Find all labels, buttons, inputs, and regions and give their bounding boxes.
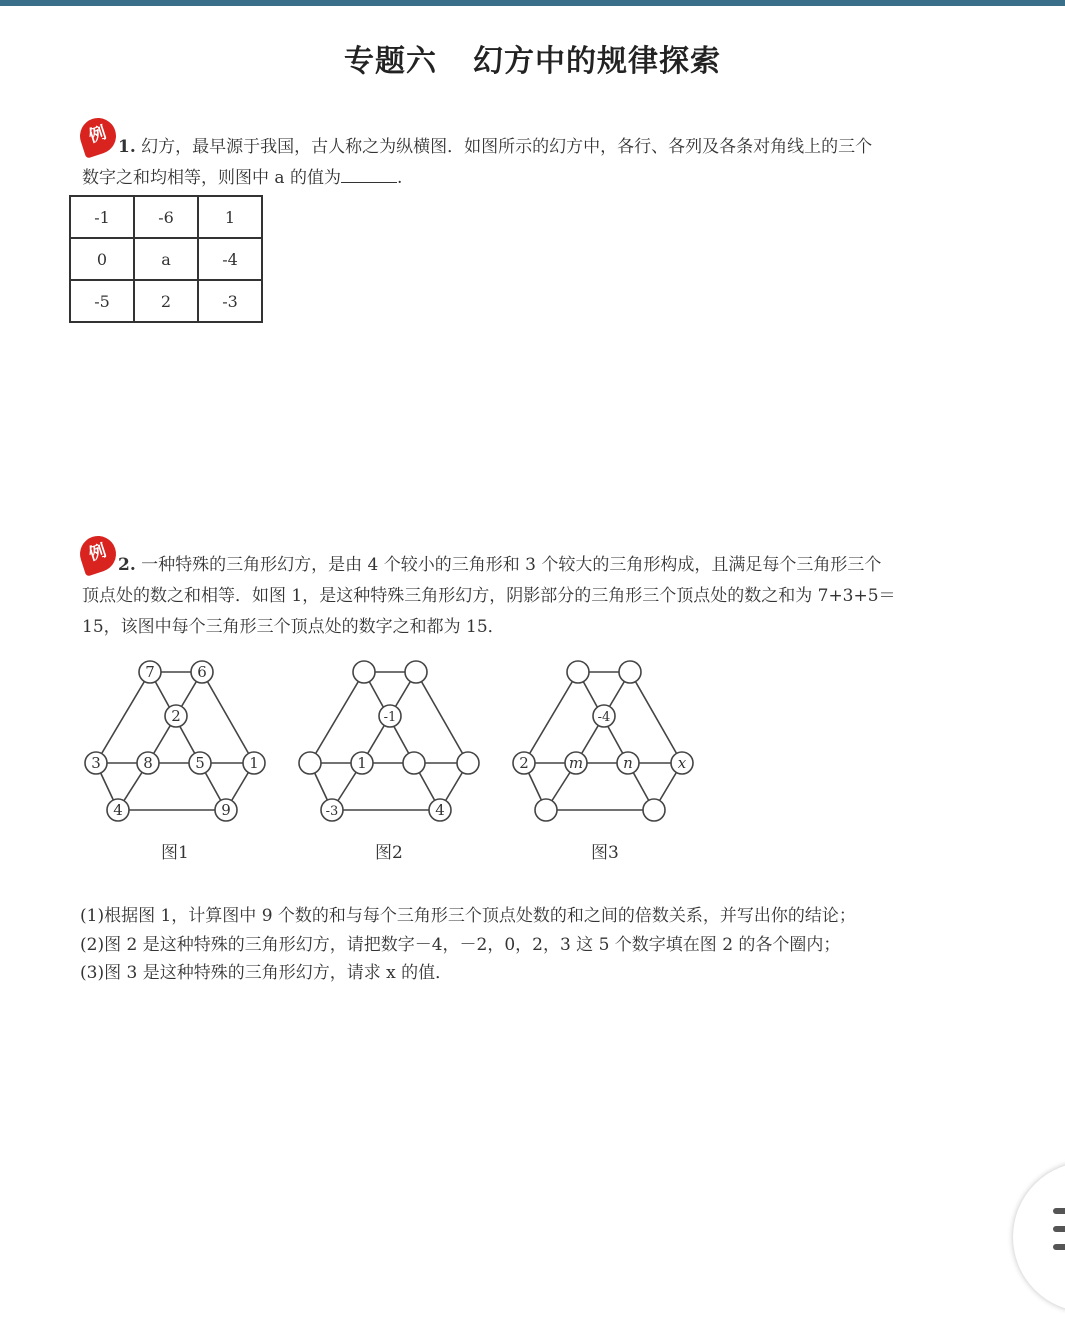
figure-caption-2: 图2 <box>375 843 403 863</box>
vertex-label: 2 <box>171 707 181 725</box>
triangle-edge <box>630 672 682 763</box>
triangle-figure-3 <box>506 650 706 830</box>
grid-cell: 0 <box>70 238 134 280</box>
example-badge-2: 例 <box>75 531 120 576</box>
triangle-edge <box>202 672 254 763</box>
grid-cell: 2 <box>134 280 198 322</box>
vertex-label: 3 <box>91 754 101 772</box>
vertex-label: -4 <box>597 710 611 725</box>
grid-cell: a <box>134 238 198 280</box>
sub-question-3: (3)图 3 是这种特殊的三角形幻方，请求 x 的值． <box>80 963 453 983</box>
example-badge-1: 例 <box>75 113 120 158</box>
vertex-label: 2 <box>519 754 529 772</box>
vertex-circle <box>405 661 427 683</box>
vertex-circle <box>535 799 557 821</box>
grid-cell: -4 <box>198 238 262 280</box>
sub-question-1: (1)根据图 1，计算图中 9 个数的和与每个三角形三个顶点处数的和之间的倍数关系，并写出你的结论； <box>80 906 856 926</box>
figure-caption-1: 图1 <box>161 843 189 863</box>
table-row <box>70 238 262 280</box>
grid-cell: -1 <box>70 196 134 238</box>
triangle-figure-1 <box>78 650 278 830</box>
triangle-figure-2 <box>292 650 492 830</box>
vertex-label: x <box>677 754 687 772</box>
triangle-edge <box>96 672 150 763</box>
top-accent-bar <box>0 0 1065 6</box>
vertex-circle <box>619 661 641 683</box>
vertex-label: -1 <box>383 710 397 725</box>
vertex-circle <box>567 661 589 683</box>
sub-question-2: (2)图 2 是这种特殊的三角形幻方，请把数字－4，－2，0，2，3 这 5 个数字填在图 2 的各个圈内； <box>80 935 841 955</box>
vertex-label: 6 <box>197 663 207 681</box>
grid-cell: -5 <box>70 280 134 322</box>
vertex-circle <box>403 752 425 774</box>
grid-cell: -3 <box>198 280 262 322</box>
q2-text: 2. 一种特殊的三角形幻方，是由 4 个较小的三角形和 3 个较大的三角形构成，且满足每个三角形三个 顶点处的数之和相等．如图 1，是这种特殊三角形幻方，阴影部分的三角形三个顶点处的数之和为 7+3+5＝ 15，该图中每个三角形三个顶点处的数字之和都为 15． <box>82 555 896 637</box>
triangle-edge <box>310 672 364 763</box>
vertex-label: 8 <box>143 754 153 772</box>
triangle-edge <box>524 672 578 763</box>
vertex-circle <box>299 752 321 774</box>
triangle-edge <box>416 672 468 763</box>
vertex-circle <box>353 661 375 683</box>
vertex-label: 4 <box>435 801 445 819</box>
q1-text: 1. 幻方，最早源于我国，古人称之为纵横图．如图所示的幻方中，各行、各列及各条对角线上的三个 数字之和均相等，则图中 a 的值为 . <box>82 137 873 188</box>
table-row <box>70 280 262 322</box>
vertex-label: m <box>568 754 584 772</box>
floating-menu-button[interactable] <box>1013 1162 1065 1312</box>
vertex-label: 4 <box>113 801 123 819</box>
vertex-label: 9 <box>221 801 231 819</box>
vertex-label: 5 <box>195 754 205 772</box>
page-title: 专题六 幻方中的规律探索 <box>344 44 721 79</box>
table-row <box>70 196 262 238</box>
magic-square-table <box>69 195 263 323</box>
vertex-label: 1 <box>249 754 259 772</box>
vertex-circle <box>457 752 479 774</box>
vertex-circle <box>643 799 665 821</box>
grid-cell: -6 <box>134 196 198 238</box>
answer-blank <box>341 166 397 183</box>
grid-cell: 1 <box>198 196 262 238</box>
vertex-label: 7 <box>145 663 155 681</box>
vertex-label: n <box>623 754 633 772</box>
vertex-label: 1 <box>357 754 367 772</box>
figure-caption-3: 图3 <box>591 843 619 863</box>
vertex-label: -3 <box>325 804 339 819</box>
